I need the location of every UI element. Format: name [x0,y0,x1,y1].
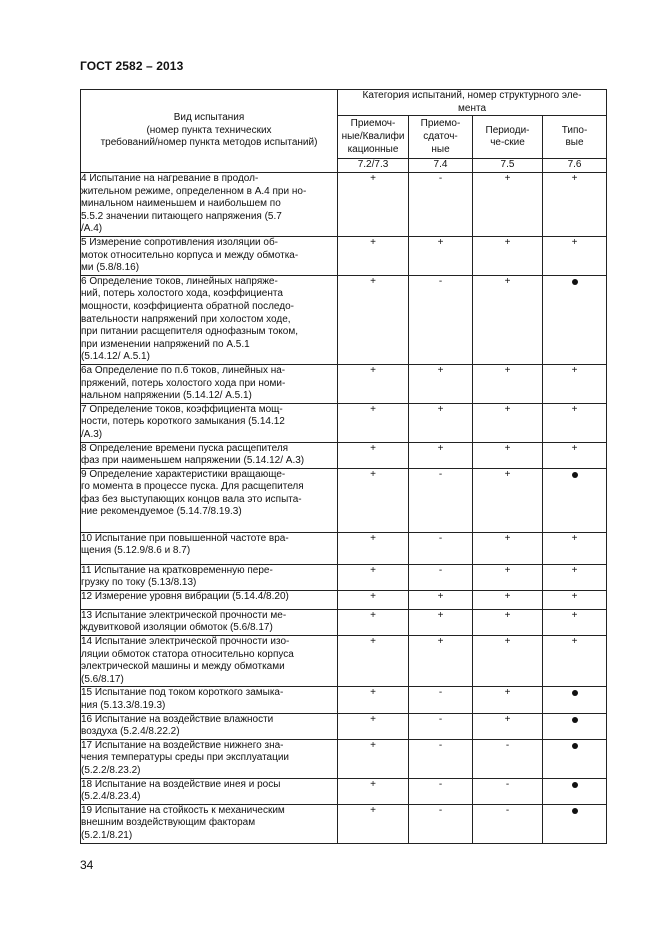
table-row [81,590,607,609]
plus-mark: + [338,468,409,532]
plus-mark: + [543,237,607,276]
plus-mark: + [473,173,543,237]
minus-mark: - [409,713,473,739]
test-name-cell: 15 Испытание под током короткого замыка- ния (5.13.3/8.19.3) [81,687,338,713]
plus-mark: + [473,275,543,364]
bullet-mark [572,472,578,478]
plus-mark: + [543,564,607,590]
table-row [81,687,607,713]
column-number: 7.6 [543,159,607,173]
plus-mark: + [543,609,607,635]
table-row [81,173,607,237]
plus-mark: + [338,609,409,635]
plus-mark: + [338,804,409,843]
mark-cell [543,778,607,804]
plus-mark: + [473,403,543,442]
column-header-type: Типо- вые [543,116,607,159]
mark-cell [543,804,607,843]
table-row [81,778,607,804]
test-category-table [80,89,607,844]
plus-mark: + [409,442,473,468]
table-row [81,564,607,590]
mark-cell [543,687,607,713]
mark-cell [543,713,607,739]
test-name-cell: 8 Определение времени пуска расщепителя фаз при наименьшем напряжении (5.14.12/ А.3) [81,442,338,468]
plus-mark: + [409,237,473,276]
bullet-mark [572,782,578,788]
plus-mark: + [473,364,543,403]
plus-mark: + [473,468,543,532]
mark-cell [543,468,607,532]
plus-mark: + [473,237,543,276]
test-name-cell: 6 Определение токов, линейных напряже- ний, потерь холостого хода, коэффициента мощности, коэффициента обратной последо- вательности напряжений при холостом ходе, при питании расщепителя однофазным током, при изменении напряжений по А.5.1 (5.14.12/ А.5.1) [81,275,338,364]
column-header-acceptance-qualification: Приемоч- ные/Квалифи кационные [338,116,409,159]
bullet-mark [572,690,578,696]
plus-mark: + [543,590,607,609]
document-title: ГОСТ 2582 – 2013 [80,59,184,73]
plus-mark: + [409,609,473,635]
plus-mark: + [338,442,409,468]
plus-mark: + [473,713,543,739]
table-row [81,739,607,778]
test-name-cell: 18 Испытание на воздействие инея и росы (5.2.4/8.23.4) [81,778,338,804]
plus-mark: + [338,713,409,739]
plus-mark: + [473,590,543,609]
test-name-cell: 13 Испытание электрической прочности ме- ждувитковой изоляции обмоток (5.6/8.17) [81,609,338,635]
plus-mark: + [473,442,543,468]
test-name-cell: 7 Определение токов, коэффициента мощ- ности, потерь короткого замыкания (5.14.12 /А.3) [81,403,338,442]
bullet-mark [572,717,578,723]
plus-mark: + [543,173,607,237]
plus-mark: + [338,532,409,564]
minus-mark: - [409,739,473,778]
mark-cell [543,275,607,364]
plus-mark: + [409,636,473,687]
plus-mark: + [409,403,473,442]
minus-mark: - [473,804,543,843]
test-name-cell: 12 Измерение уровня вибрации (5.14.4/8.20) [81,590,338,609]
plus-mark: + [473,609,543,635]
mark-cell [543,739,607,778]
minus-mark: - [409,275,473,364]
table-row [81,403,607,442]
plus-mark: + [338,636,409,687]
column-number: 7.4 [409,159,473,173]
plus-mark: + [473,687,543,713]
minus-mark: - [473,778,543,804]
test-type-header: Вид испытания (номер пункта технических требований/номер пункта методов испытаний) [81,90,338,173]
test-category-header: Категория испытаний, номер структурного эле- мента [338,90,607,116]
bullet-mark [572,743,578,749]
plus-mark: + [338,403,409,442]
table-row [81,468,607,532]
test-name-cell: 11 Испытание на кратковременную пере- грузку по току (5.13/8.13) [81,564,338,590]
test-name-cell: 19 Испытание на стойкость к механическим внешним воздействующим факторам (5.2.1/8.21) [81,804,338,843]
column-header-acceptance-delivery: Приемо- сдаточ- ные [409,116,473,159]
table-row [81,636,607,687]
minus-mark: - [409,173,473,237]
minus-mark: - [409,468,473,532]
minus-mark: - [409,564,473,590]
table-row [81,364,607,403]
test-name-cell: 6а Определение по п.6 токов, линейных на- пряжений, потерь холостого хода при номи- нальном напряжении (5.14.12/ А.5.1) [81,364,338,403]
plus-mark: + [409,364,473,403]
plus-mark: + [338,237,409,276]
test-name-cell: 4 Испытание на нагревание в продол- жительном режиме, определенном в А.4 при но- минальном наименьшем и наибольшем по 5.5.2 значении питающего напряжения (5.7 /А.4) [81,173,338,237]
plus-mark: + [338,364,409,403]
plus-mark: + [338,687,409,713]
column-header-periodic: Периоди- че-ские [473,116,543,159]
test-name-cell: 10 Испытание при повышенной частоте вра- щения (5.12.9/8.6 и 8.7) [81,532,338,564]
test-name-cell: 9 Определение характеристики вращающе- го момента в процессе пуска. Для расщепителя фаз без выступающих концов вала это испыта- ние рекомендуемое (5.14.7/8.19.3) [81,468,338,532]
minus-mark: - [409,778,473,804]
plus-mark: + [338,778,409,804]
table-row [81,713,607,739]
plus-mark: + [473,636,543,687]
plus-mark: + [338,275,409,364]
plus-mark: + [338,590,409,609]
plus-mark: + [338,739,409,778]
column-number: 7.2/7.3 [338,159,409,173]
bullet-mark [572,808,578,814]
table-row [81,275,607,364]
test-name-cell: 17 Испытание на воздействие нижнего зна- чения температуры среды при эксплуатации (5.2.2/8.23.2) [81,739,338,778]
minus-mark: - [409,804,473,843]
plus-mark: + [543,364,607,403]
table-row [81,609,607,635]
minus-mark: - [409,687,473,713]
plus-mark: + [543,532,607,564]
plus-mark: + [338,173,409,237]
page-number: 34 [80,858,94,872]
table-row [81,804,607,843]
plus-mark: + [473,564,543,590]
minus-mark: - [409,532,473,564]
minus-mark: - [473,739,543,778]
plus-mark: + [338,564,409,590]
table-row [81,237,607,276]
plus-mark: + [543,636,607,687]
table-row [81,532,607,564]
table-row [81,442,607,468]
test-name-cell: 14 Испытание электрической прочности изо- ляции обмоток статора относительно корпуса электрической машины и между обмотками (5.6/8.17) [81,636,338,687]
plus-mark: + [409,590,473,609]
test-name-cell: 16 Испытание на воздействие влажности воздуха (5.2.4/8.22.2) [81,713,338,739]
bullet-mark [572,279,578,285]
test-name-cell: 5 Измерение сопротивления изоляции об- моток относительно корпуса и между обмотка- ми (5.8/8.16) [81,237,338,276]
plus-mark: + [473,532,543,564]
column-number: 7.5 [473,159,543,173]
plus-mark: + [543,403,607,442]
plus-mark: + [543,442,607,468]
